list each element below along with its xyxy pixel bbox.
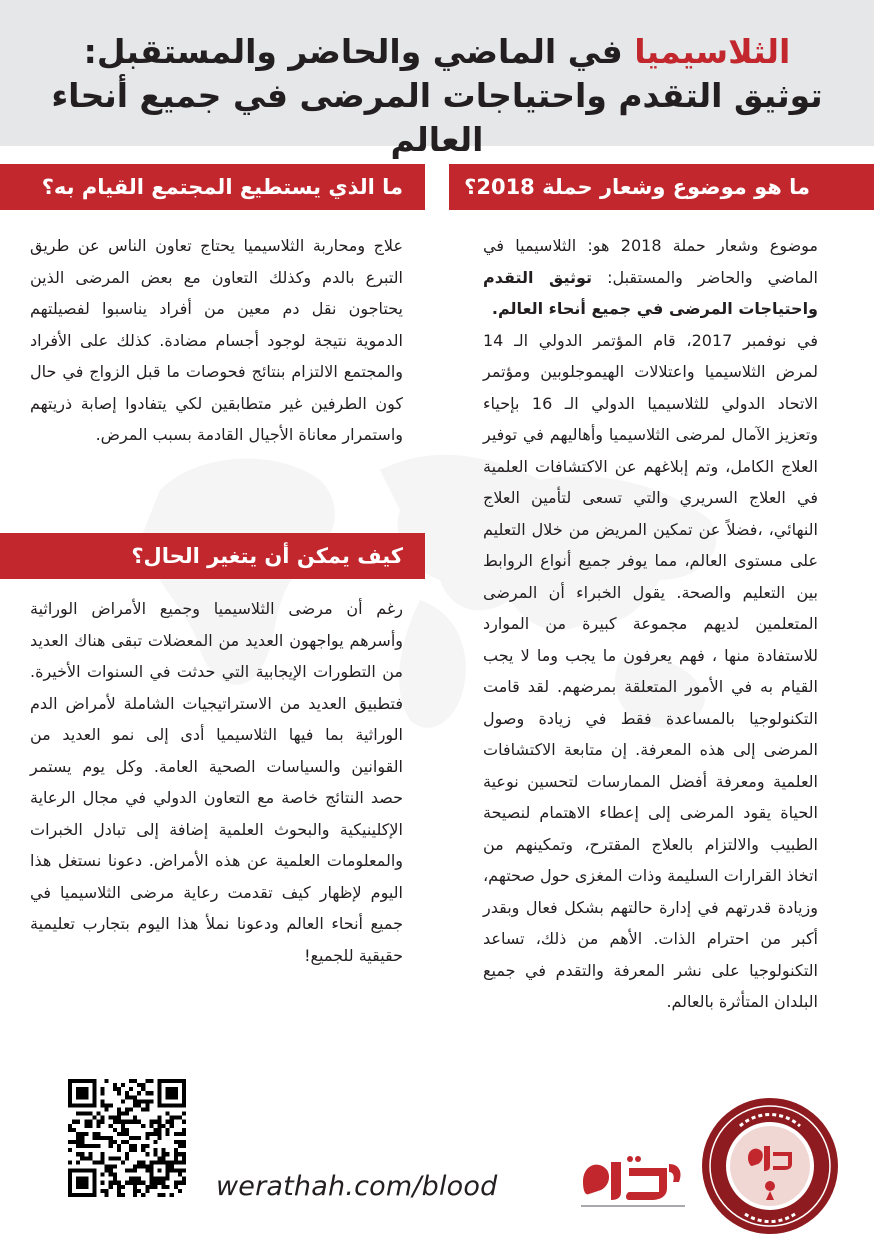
page-header bbox=[0, 0, 874, 159]
page-title bbox=[0, 30, 874, 74]
campaign-body: في نوفمبر 2017، قام المؤتمر الدولي الـ 14 لمرض الثلاسيميا واعتلالات الهيموجلوبين ومؤتمر الاتحاد الدولي للثلاسيميا الدولي الـ 16 بإحياء وتعزيز الآمال لمرضى الثلاسيميا وأهاليهم في توفير العلاج الكامل، وتم إبلاغهم عن الاكتشافات العلمية في العلاج السريري والتي تسعى لتأمين العلاج النهائي، ،فضلاً عن تمكين المريض من خلال التعليم على مستوى العالم، مما يوفر جميع أنواع الروابط بين التعليم والصحة. يقول الخبراء أن المرضى المتعلمين لديهم مجموعة كبيرة من الموارد للاستفادة منها ، فهم يعرفون ما يجب وما لا يجب القيام به في الأمور المتعلقة بمرضهم. لقد قامت التكنولوجيا بالمساعدة فقط في زيادة وصول المرضى إلى هذه المعرفة. إن متابعة الاكتشافات العلمية ومعرفة أفضل الممارسات لتحسين نوعية الحياة يقود المرضى إلى إعطاء الاهتمام لنصيحة الطبيب والالتزام بالعلاج المقترح، وتمكينهم من اتخاذ القرارات السليمة وذات المغزى حول صحتهم، وزيادة قدرتهم في إدارة حالتهم بشكل فعال وبقدر أكبر من احترام الذات. الأهم من ذلك، تساعد التكنولوجيا على نشر المعرفة والتقدم في جميع البلدان المتأثرة بالعالم. bbox=[483, 330, 819, 1011]
website-link[interactable]: werathah.com/blood bbox=[216, 1171, 498, 1202]
change-heading: كيف يمكن أن يتغير الحال؟ bbox=[0, 533, 425, 579]
werathah-logo-icon bbox=[575, 1142, 691, 1214]
left-column-bottom-heading-wrap bbox=[0, 533, 425, 579]
left-column-top bbox=[0, 164, 425, 451]
campaign-intro: موضوع وشعار حملة 2018 هو: الثلاسيميا في الماضي والحاضر والمستقبل: bbox=[483, 236, 819, 287]
thalassemia-group-seal-icon bbox=[700, 1096, 840, 1236]
community-heading: ما الذي يستطيع المجتمع القيام به؟ bbox=[0, 164, 425, 210]
campaign-theme-text bbox=[449, 210, 874, 1018]
community-text: علاج ومحاربة الثلاسيميا يحتاج تعاون الناس عن طريق التبرع بالدم وكذلك التعاون مع بعض المرضى الذين يحتاجون نقل دم معين من أفراد يناسبوا لفصيلتهم الدموية نتيجة لوجود أجسام مضادة. كذلك على الأفراد والمجتمع الالتزام بنتائج فحوصات ما قبل الزواج في حال كون الطرفين غير متطابقين لكي يتفادوا إصابة ذريتهم واستمرار معاناة الأجيال القادمة بسبب المرض. bbox=[30, 236, 403, 444]
title-accent: الثلاسيميا bbox=[634, 32, 791, 71]
title-rest: في الماضي والحاضر والمستقبل: bbox=[83, 32, 635, 71]
page-subtitle: توثيق التقدم واحتياجات المرضى في جميع أنحاء العالم bbox=[51, 76, 823, 159]
left-column-bottom bbox=[0, 579, 425, 971]
right-column bbox=[449, 164, 874, 1018]
campaign-theme-heading: ما هو موضوع وشعار حملة 2018؟ bbox=[449, 164, 874, 210]
qr-code-icon[interactable] bbox=[68, 1079, 186, 1197]
campaign-slogan: توثيق التقدم واحتياجات المرضى في جميع أنحاء العالم. bbox=[483, 267, 818, 318]
change-text: رغم أن مرضى الثلاسيميا وجميع الأمراض الوراثية وأسرهم يواجهون العديد من المعضلات تبقى هناك العديد من التطورات الإيجابية التي حدثت في السنوات الأخيرة. فتطبيق العديد من الاستراتيجيات الشاملة لأمراض الدم الوراثية بما فيها الثلاسيميا أدى إلى نمو العديد من القوانين والسياسات الصحية العامة. وكل يوم يستمر حصد النتائج خاصة مع التعاون الدولي في مجال الرعاية الإكلينيكية والبحوث العلمية إضافة إلى تبادل الخبرات والمعلومات العلمية عن هذه الأمراض. دعونا نستغل هذا اليوم لإظهار كيف تقدمت رعاية مرضى الثلاسيميا في جميع أنحاء العالم ودعونا نملأ هذا اليوم بتجارب تعليمية حقيقية للجميع! bbox=[30, 599, 403, 965]
